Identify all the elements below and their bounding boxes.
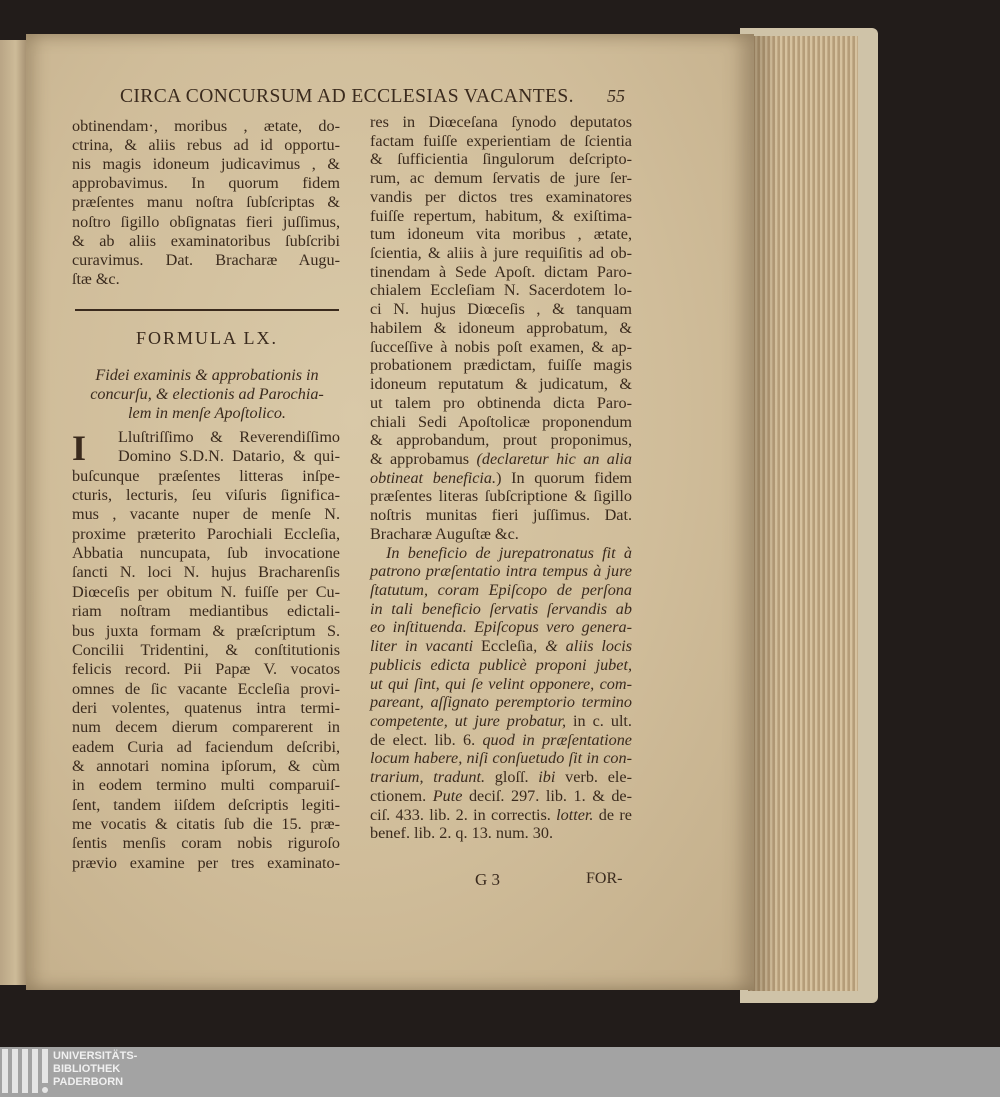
text-segment: idoneum reputatum & judicatum, &	[370, 375, 632, 394]
text-line	[370, 656, 632, 675]
text-line	[370, 506, 632, 525]
text-line: ſtæ &c.	[72, 269, 120, 288]
text-line	[370, 413, 632, 432]
text-line	[370, 562, 632, 581]
text-line	[370, 731, 632, 750]
text-segment: probationem prædictam, fuiſſe magis	[370, 356, 632, 375]
text-line: lem in menſe Apoſtolico.	[128, 404, 286, 422]
text-line: riam noſtram mediantibus edictali-	[72, 602, 340, 621]
text-segment: factam fuiſſe experientiam de ſcientia	[370, 131, 632, 150]
text-segment: deciſ. 297. lib. 1. & de-	[462, 786, 632, 805]
text-segment: tinendam à Sede Apoſt. dictam Paro-	[370, 262, 632, 281]
text-segment: & approbamus	[370, 449, 477, 468]
text-line: Diœceſis per obitum N. fuiſſe per Cu-	[72, 582, 340, 601]
text-line: Concilii Tridentini, & conſtitutionis	[72, 640, 340, 659]
text-segment: chiali Sedi Apoſtolicæ proponendum	[370, 412, 632, 431]
text-line	[370, 375, 632, 394]
text-segment: quod in præſentatione	[482, 730, 632, 749]
text-segment: habilem & idoneum approbatum, &	[370, 318, 632, 337]
text-segment: ctionem.	[370, 786, 433, 805]
page-number: 55	[607, 86, 625, 106]
text-line: cturis, lecturis, ſeu viſuris ſignifica-	[72, 486, 340, 505]
text-segment: ibi	[538, 768, 556, 787]
text-line	[370, 338, 632, 357]
text-segment: ciſ. 433. lib. 2. in correctis.	[370, 805, 557, 824]
text-line: proxime præterito Parochiali Eccleſia,	[72, 524, 340, 543]
text-line: num decem dierum comparerent in	[72, 718, 340, 737]
text-segment: competente, ut jure probatur,	[370, 712, 567, 731]
text-line	[370, 693, 632, 712]
text-line	[370, 637, 632, 656]
text-line: buſcunque præſentes litteras inſpe-	[72, 466, 340, 485]
catchword: FOR-	[586, 870, 623, 887]
text-line	[370, 169, 632, 188]
text-segment: & approbandum, prout proponimus,	[370, 431, 632, 450]
text-segment: (declaretur hic an alia	[476, 449, 632, 468]
text-line	[370, 431, 632, 450]
text-segment: benef. lib. 2. q. 13. num. 30.	[370, 824, 553, 843]
section-rule	[75, 309, 339, 311]
text-line	[370, 600, 632, 619]
text-segment: & ſufficientia ſingulorum deſcripto-	[370, 150, 632, 169]
text-line: Domino S.D.N. Datario, & qui-	[118, 447, 340, 466]
text-segment: gloſſ.	[485, 768, 539, 787]
text-line	[370, 824, 632, 843]
text-segment: ſtatutum, coram Epiſcopo de perſona	[370, 581, 632, 599]
text-segment: in tali beneficio ſervatis ſervandis ab	[370, 599, 632, 618]
text-segment: ſcientia, & aliis à jure requiſitis ad ob-	[370, 244, 632, 263]
logo-line: PADERBORN	[53, 1076, 124, 1088]
text-line: Lluſtriſſimo & Reverendiſſimo	[118, 428, 340, 446]
text-line: eadem Curia ad faciendum deſcribi,	[72, 737, 340, 756]
text-segment: In beneficio de jurepatronatus fit à	[386, 543, 632, 562]
text-line	[386, 544, 632, 563]
text-segment: præſentes literas ſubſcriptione & ſigillo	[370, 487, 632, 506]
logo-line: UNIVERSITÄTS-	[53, 1050, 138, 1062]
text-line: in eodem termino multi comparuiſ-	[72, 776, 340, 795]
text-line: felicis record. Pii Papæ V. vocatos	[72, 660, 340, 679]
library-logo-text	[53, 1050, 137, 1089]
text-line: nis magis idoneum judicavimus , &	[72, 155, 340, 174]
text-line: obtinendam·, moribus , ætate, do-	[72, 117, 340, 135]
text-line: deri volentes, quatenus intra termi-	[72, 698, 340, 717]
text-segment: ) In quorum fidem	[496, 468, 632, 487]
text-line	[370, 281, 632, 300]
text-line	[370, 356, 632, 375]
logo-line: BIBLIOTHEK	[53, 1063, 121, 1075]
text-line: omnes de ſic vacante Eccleſia provi-	[72, 679, 340, 698]
text-line	[370, 749, 632, 768]
text-line: approbavimus. In quorum fidem	[72, 174, 340, 193]
text-segment: patrono præſentatio intra tempus à jure	[370, 562, 632, 581]
text-line	[370, 263, 632, 282]
text-segment: pareant, aſſignato peremptorio termino	[370, 693, 632, 712]
text-line	[370, 787, 632, 806]
running-head: CIRCA CONCURSUM AD ECCLESIAS VACANTES.	[120, 86, 574, 107]
text-line	[370, 450, 632, 469]
text-segment: obtineat beneficia.	[370, 468, 497, 487]
text-segment: de re	[593, 805, 632, 824]
text-line	[370, 300, 632, 319]
text-line	[370, 132, 632, 151]
library-footer-bar	[0, 1047, 1000, 1097]
text-line	[370, 244, 632, 263]
text-segment: fuiſſe repertum, habitum, & exiſtima-	[370, 206, 632, 225]
text-segment: de elect. lib. 6.	[370, 730, 483, 749]
library-logo-icon	[2, 1049, 48, 1095]
text-segment: ci N. hujus Diœceſis , & tanquam	[370, 300, 632, 319]
text-segment: Bracharæ Auguſtæ &c.	[370, 524, 519, 543]
text-line	[370, 469, 632, 488]
previous-page-edge	[0, 40, 27, 985]
text-segment: rum, ac demum ſervatis de jure ſer-	[370, 169, 632, 188]
text-line: me vocatis & citatis ſub die 15. præ-	[72, 815, 340, 833]
text-line: concurſu, & electionis ad Parochia-	[90, 385, 324, 403]
text-segment: ut qui ſint, qui ſe velint opponere, com-	[370, 674, 632, 693]
text-line	[370, 525, 632, 544]
text-line: mus , vacante nuper de menſe N.	[72, 505, 340, 524]
text-line: ſentis menſis coram nobis riguroſo	[72, 834, 340, 853]
text-segment: publicis edicta publicè proponi jubet,	[370, 655, 632, 674]
text-segment: locum habere, niſi conſuetudo ſit in con-	[370, 749, 632, 768]
text-line: Fidei examinis & approbationis in	[95, 366, 319, 384]
text-line	[370, 712, 632, 731]
text-segment: tum idoneum vita moribus , ætate,	[370, 225, 632, 244]
text-segment: verb. ele-	[555, 768, 632, 787]
text-line	[370, 581, 632, 600]
text-segment: chialem Eccleſiam N. Sacerdotem lo-	[370, 281, 632, 300]
text-line: & annotari nomina ipſorum, & cùm	[72, 756, 340, 775]
text-line	[370, 150, 632, 169]
signature-mark: G 3	[475, 870, 501, 889]
text-segment: liter in vacanti	[370, 637, 481, 656]
text-segment: eo inſtituenda. Epiſcopus vero genera-	[370, 618, 632, 637]
text-line: prævio examine per tres examinato-	[72, 853, 340, 872]
text-line	[370, 188, 632, 207]
text-line	[370, 207, 632, 226]
text-line: ctrina, & aliis rebus ad id opportu-	[72, 136, 340, 155]
formula-title: FORMULA LX.	[135, 328, 278, 348]
text-line: curavimus. Dat. Bracharæ Augu-	[72, 250, 340, 269]
text-line	[370, 806, 632, 825]
text-line: bus juxta formam & præſcriptum S.	[72, 621, 340, 640]
text-segment: vandis per dictos tres examinatores	[370, 187, 632, 206]
text-line	[370, 675, 632, 694]
text-line: noſtro ſigillo obſignatas fieri juſſimus,	[72, 212, 340, 231]
text-segment: Pute	[432, 786, 463, 805]
text-line	[370, 394, 632, 413]
text-line	[370, 768, 632, 787]
text-line: ſent, tandem iiſdem deſcriptis legiti-	[72, 795, 340, 814]
text-segment: , & aliis locis	[533, 637, 632, 656]
text-line: Abbatia nuncupata, ſub invocatione	[72, 544, 340, 563]
drop-cap: I	[72, 428, 87, 468]
text-line	[370, 487, 632, 506]
text-line: ſancti N. loci N. hujus Bracharenſis	[72, 563, 340, 582]
text-line	[370, 225, 632, 244]
text-segment: lotter.	[556, 805, 594, 824]
text-line	[370, 618, 632, 637]
text-line	[370, 319, 632, 338]
text-segment: ut talem pro obtinenda dicta Paro-	[370, 393, 632, 412]
text-line: & ab aliis examinatoribus ſubſcribi	[72, 231, 340, 250]
text-segment: trarium, tradunt.	[370, 768, 486, 787]
text-segment: ſucceſſive à nobis poſt examen, & ap-	[370, 337, 632, 356]
text-segment: Eccleſia	[481, 637, 534, 656]
text-segment: res in Diœceſana ſynodo deputatos	[370, 113, 632, 131]
text-segment: in c. ult.	[566, 712, 632, 731]
text-segment: noſtris munitas fieri juſſimus. Dat.	[370, 506, 632, 525]
text-line	[370, 113, 632, 132]
text-line: præſentes manu noſtra ſubſcriptas &	[72, 193, 340, 212]
